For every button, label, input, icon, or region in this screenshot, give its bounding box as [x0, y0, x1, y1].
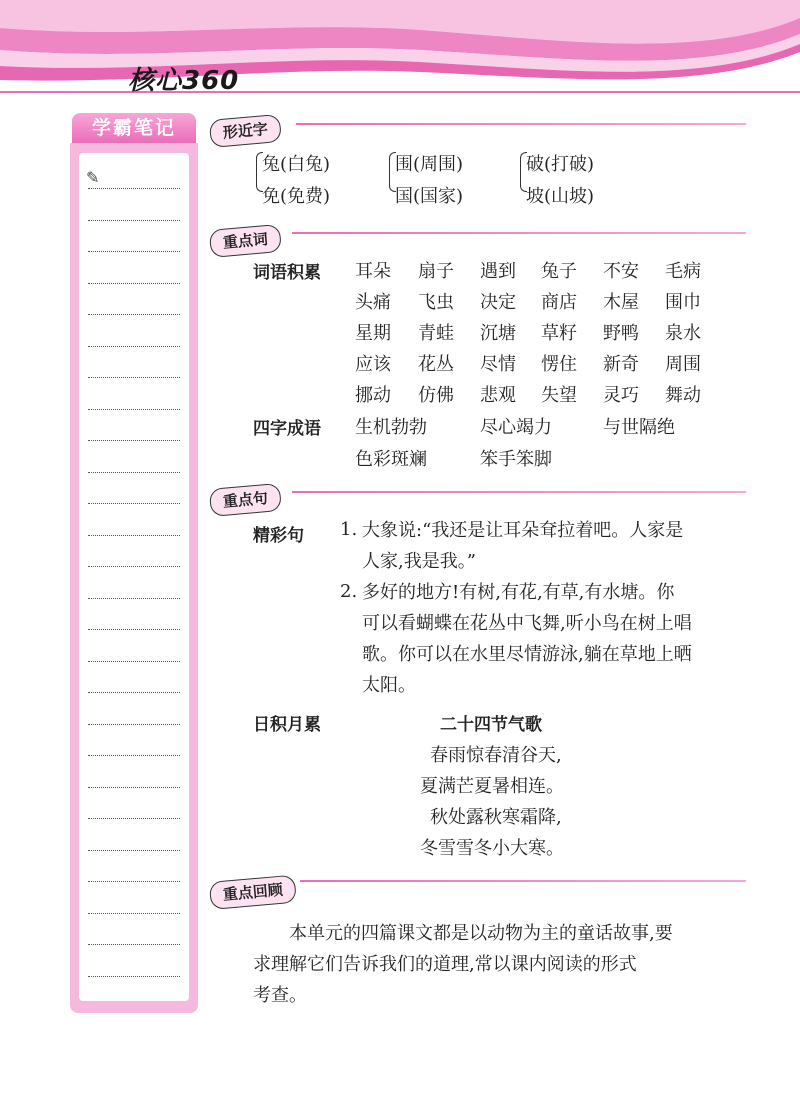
vocab-word: 愣住: [541, 354, 577, 375]
note-line: [88, 346, 180, 347]
idiom: 色彩斑斓: [355, 449, 427, 470]
vocab-word: 野鸭: [603, 323, 639, 344]
vocab-word: 泉水: [665, 323, 701, 344]
pencil-icon: ✎: [86, 168, 100, 187]
vocab-word: 青蛙: [418, 323, 454, 344]
note-line: [88, 787, 180, 788]
tag-key-words: 重点词: [209, 224, 282, 258]
note-line: [88, 598, 180, 599]
poem-line: 秋处露秋寒霜降,: [430, 807, 562, 828]
similar-char: 免(免费): [262, 186, 331, 207]
vocab-word: 新奇: [603, 354, 639, 375]
tag-review: 重点回顾: [209, 875, 297, 910]
similar-char: 围(周围): [395, 154, 464, 175]
vocab-word: 挪动: [355, 385, 391, 406]
label-vocab: 词语积累: [253, 263, 321, 283]
vocab-word: 不安: [603, 261, 639, 282]
note-line: [88, 818, 180, 819]
vocab-word: 灵巧: [603, 385, 639, 406]
note-line: [88, 692, 180, 693]
sentence-number: 1.: [340, 519, 358, 540]
note-line: [88, 220, 180, 221]
vocab-word: 尽情: [480, 354, 516, 375]
idiom: 尽心竭力: [480, 417, 552, 438]
section-rule: [300, 880, 746, 882]
vocab-word: 扇子: [418, 261, 454, 282]
vocab-word: 仿佛: [418, 385, 454, 406]
vocab-word: 兔子: [541, 261, 577, 282]
poem-line: 夏满芒夏暑相连。: [420, 776, 564, 797]
notes-area: [79, 153, 189, 1001]
section-rule: [296, 123, 746, 125]
tag-similar-chars: 形近字: [209, 114, 282, 148]
vocab-word: 毛病: [665, 261, 701, 282]
note-line: [88, 503, 180, 504]
note-line: [88, 881, 180, 882]
note-line: [88, 440, 180, 441]
vocab-word: 头痛: [355, 292, 391, 313]
vocab-word: 沉塘: [480, 323, 516, 344]
note-line: [88, 188, 180, 189]
sentence-1: 大象说:“我还是让耳朵耷拉着吧。人家是 人家,我是我。”: [362, 520, 684, 572]
note-line: [88, 913, 180, 914]
sentence-2: 多好的地方!有树,有花,有草,有水塘。你 可以看蝴蝶在花丛中飞舞,听小鸟在树上唱 歌。你可以在水里尽情游泳,躺在草地上晒 太阳。: [362, 582, 692, 696]
similar-char: 兔(白兔): [262, 154, 331, 175]
header-banner: [0, 0, 800, 110]
label-idioms: 四字成语: [253, 419, 321, 439]
vocab-word: 决定: [480, 292, 516, 313]
vocab-word: 周围: [665, 354, 701, 375]
vocab-word: 飞虫: [418, 292, 454, 313]
brand-logo: 核心360: [128, 66, 240, 96]
note-line: [88, 472, 180, 473]
vocab-word: 失望: [541, 385, 577, 406]
idiom: 生机勃勃: [355, 417, 427, 438]
similar-char: 坡(山坡): [526, 186, 595, 207]
idiom: 笨手笨脚: [480, 449, 552, 470]
poem-line: 冬雪雪冬小大寒。: [420, 838, 564, 859]
sentence-number: 2.: [340, 581, 358, 602]
vocab-word: 围巾: [665, 292, 701, 313]
similar-char: 破(打破): [526, 154, 595, 175]
idiom: 与世隔绝: [603, 417, 675, 438]
note-line: [88, 755, 180, 756]
similar-char: 国(国家): [395, 186, 464, 207]
vocab-word: 星期: [355, 323, 391, 344]
vocab-word: 舞动: [665, 385, 701, 406]
note-line: [88, 251, 180, 252]
note-line: [88, 661, 180, 662]
note-line: [88, 535, 180, 536]
notes-sidebar-title: 学霸笔记: [72, 113, 196, 143]
vocab-word: 应该: [355, 354, 391, 375]
section-rule: [292, 232, 746, 234]
note-line: [88, 283, 180, 284]
vocab-word: 花丛: [418, 354, 454, 375]
vocab-word: 草籽: [541, 323, 577, 344]
tag-key-sentences: 重点句: [209, 483, 282, 517]
note-line: [88, 566, 180, 567]
label-accumulation: 日积月累: [253, 715, 321, 735]
section-rule: [292, 491, 746, 493]
vocab-word: 耳朵: [355, 261, 391, 282]
vocab-word: 悲观: [480, 385, 516, 406]
note-line: [88, 409, 180, 410]
poem-line: 春雨惊春清谷天,: [430, 745, 562, 766]
vocab-word: 木屋: [603, 292, 639, 313]
note-line: [88, 724, 180, 725]
note-line: [88, 944, 180, 945]
note-line: [88, 377, 180, 378]
note-line: [88, 629, 180, 630]
note-line: [88, 314, 180, 315]
note-line: [88, 976, 180, 977]
poem-title: 二十四节气歌: [440, 715, 542, 735]
review-paragraph: 本单元的四篇课文都是以动物为主的童话故事,要 求理解它们告诉我们的道理,常以课内阅读的形式 考查。: [253, 923, 673, 1006]
vocab-word: 商店: [541, 292, 577, 313]
note-line: [88, 850, 180, 851]
vocab-word: 遇到: [480, 261, 516, 282]
label-sentences: 精彩句: [253, 526, 304, 546]
